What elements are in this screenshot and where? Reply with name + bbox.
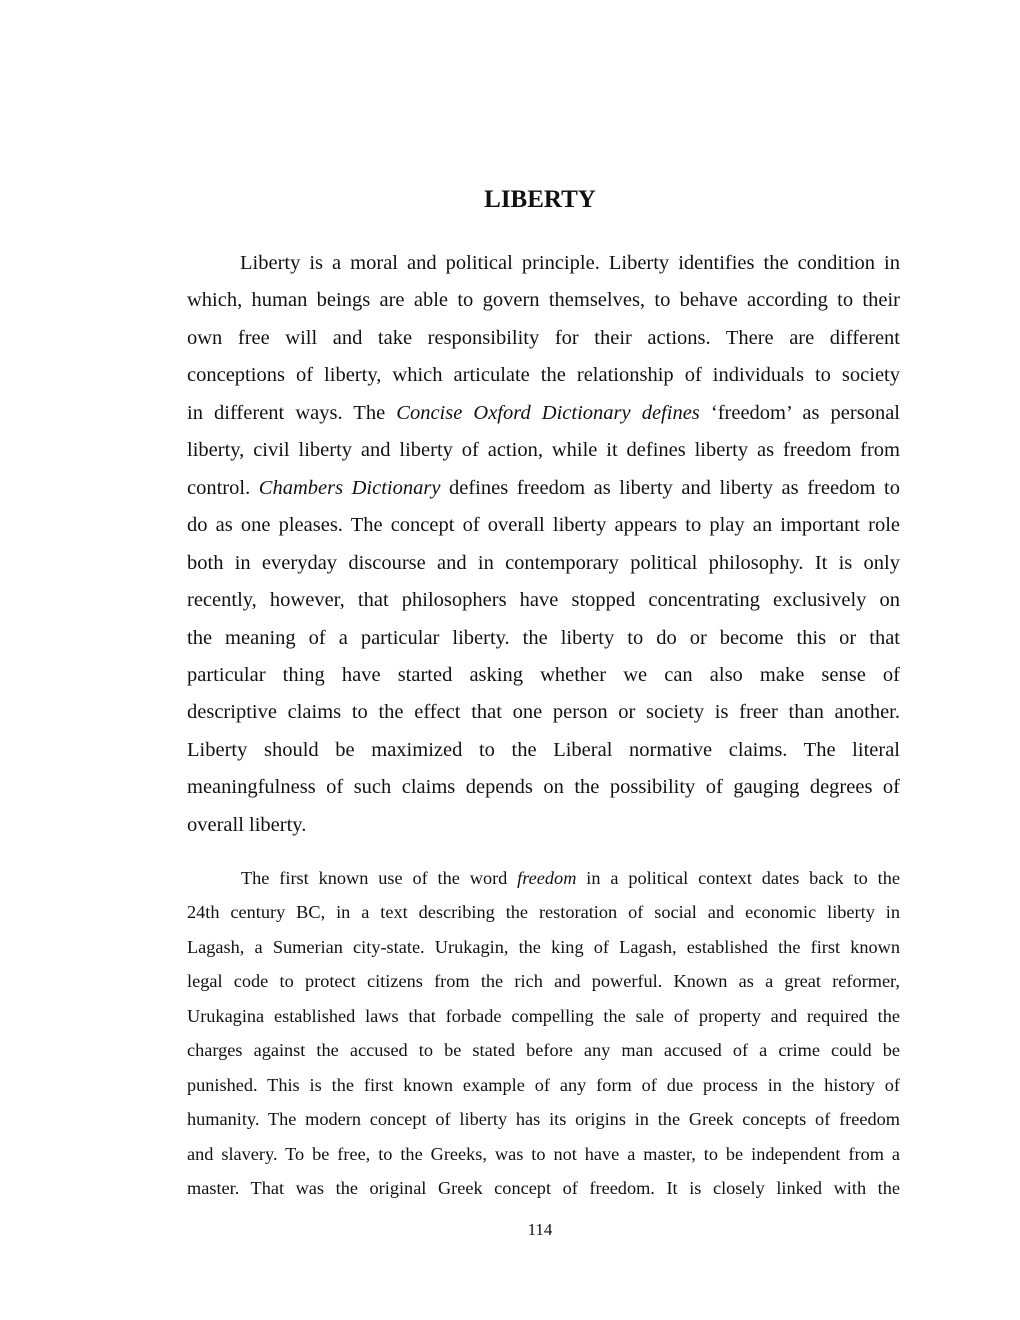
text-line — [187, 320, 900, 357]
text-segment: the meaning of a particular liberty. the liberty to do or become this or that — [187, 626, 900, 649]
text-segment: and slavery. To be free, to the Greeks, was to not have a master, to be independent from a — [187, 1143, 900, 1164]
text-line — [187, 395, 900, 432]
page-number: 114 — [527, 1220, 553, 1239]
text-segment: Liberty should be maximized to the Liberal normative claims. The literal — [187, 738, 900, 761]
text-line — [187, 1068, 900, 1102]
text-segment: both in everyday discourse and in contemporary political philosophy. It is only — [187, 551, 900, 574]
text-line — [187, 282, 900, 319]
text-line — [187, 964, 900, 998]
text-segment: Liberty is a moral and political principle. Liberty identifies the condition in — [240, 252, 900, 274]
text-segment: descriptive claims to the effect that one person or society is freer than another. — [187, 701, 900, 724]
text-line — [187, 769, 900, 806]
text-segment: particular thing have started asking whether we can also make sense of — [187, 663, 900, 686]
text-segment: control. — [187, 476, 259, 499]
text-line — [187, 620, 900, 657]
text-segment: do as one pleases. The concept of overall liberty appears to play an important role — [187, 514, 900, 537]
text-line — [187, 1102, 900, 1136]
text-line — [187, 732, 900, 769]
text-line — [187, 357, 900, 394]
italic-text: freedom — [517, 868, 577, 888]
text-line — [187, 895, 900, 929]
text-segment: in different ways. The — [187, 401, 397, 424]
paragraph-2 — [187, 861, 900, 1206]
text-line — [187, 507, 900, 544]
text-line — [187, 1033, 900, 1067]
text-line — [187, 861, 900, 895]
text-line — [187, 245, 900, 282]
paragraph-1 — [187, 245, 900, 844]
text-segment: The first known use of the word — [241, 868, 518, 888]
text-segment: legal code to protect citizens from the rich and powerful. Known as a great reformer, — [187, 971, 900, 992]
text-segment: master. That was the original Greek concept of freedom. It is closely linked with the — [187, 1178, 900, 1199]
page-title: LIBERTY — [484, 186, 596, 213]
text-segment: punished. This is the first known example of any form of due process in the history of — [187, 1074, 900, 1095]
text-line — [187, 1171, 900, 1205]
text-segment: Lagash, a Sumerian city-state. Urukagin, the king of Lagash, established the first known — [187, 936, 900, 957]
italic-text: Chambers Dictionary — [258, 476, 441, 499]
text-segment: ‘freedom’ as personal — [699, 401, 901, 424]
text-line — [187, 1137, 900, 1171]
text-line — [187, 470, 900, 507]
text-segment: liberty, civil liberty and liberty of action, while it defines liberty as freedom from — [187, 439, 900, 462]
text-line — [187, 545, 900, 582]
text-segment: which, human beings are able to govern themselves, to behave according to their — [187, 289, 900, 312]
italic-text: Concise Oxford Dictionary defines — [396, 401, 700, 424]
text-line — [187, 807, 900, 844]
text-segment: charges against the accused to be stated before any man accused of a crime could be — [187, 1040, 900, 1061]
text-segment: own free will and take responsibility for their actions. There are different — [187, 326, 900, 349]
text-segment: Urukagina established laws that forbade compelling the sale of property and required the — [187, 1005, 900, 1026]
text-segment: defines freedom as liberty and liberty as freedom to — [440, 476, 901, 499]
text-segment: recently, however, that philosophers have stopped concentrating exclusively on — [187, 589, 900, 612]
text-segment: overall liberty. — [187, 813, 307, 836]
text-line — [187, 999, 900, 1033]
text-line — [187, 930, 900, 964]
text-line — [187, 694, 900, 731]
text-line — [187, 657, 900, 694]
text-segment: humanity. The modern concept of liberty has its origins in the Greek concepts of freedom — [187, 1109, 900, 1130]
text-line — [187, 432, 900, 469]
text-segment: meaningfulness of such claims depends on the possibility of gauging degrees of — [187, 776, 900, 799]
text-segment: in a political context dates back to the — [576, 868, 900, 888]
text-line — [187, 582, 900, 619]
text-segment: conceptions of liberty, which articulate the relationship of individuals to society — [187, 364, 900, 387]
text-segment: 24th century BC, in a text describing the restoration of social and economic liberty in — [187, 902, 900, 923]
